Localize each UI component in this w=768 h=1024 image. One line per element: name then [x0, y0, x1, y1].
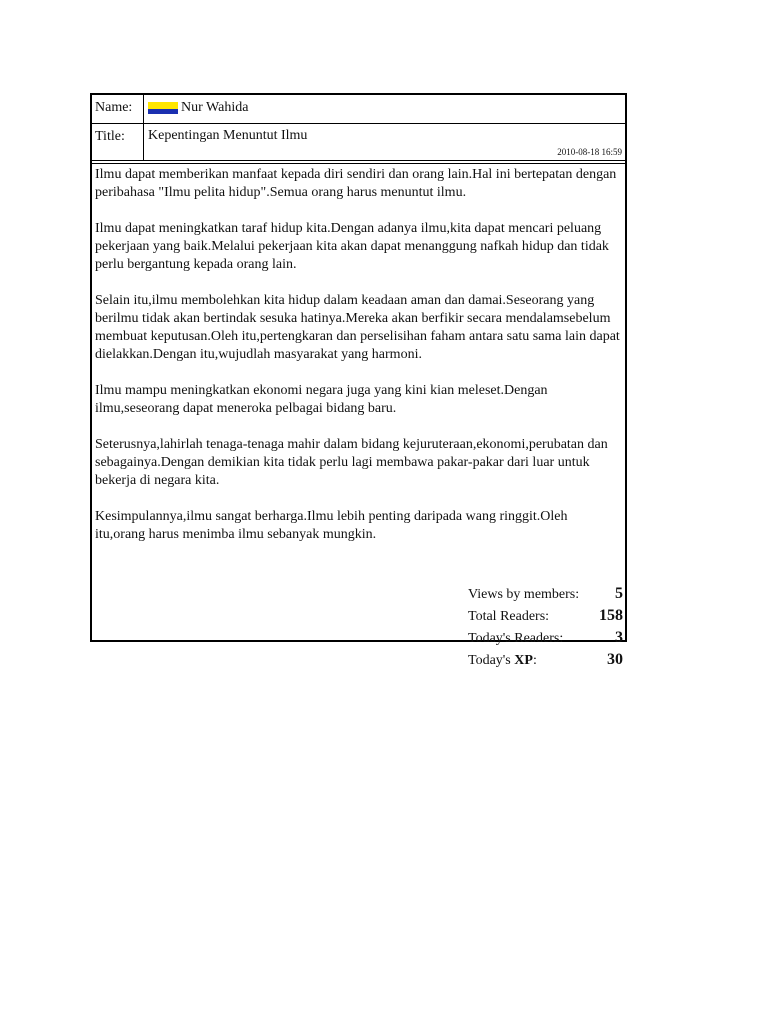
author-name[interactable]: Nur Wahida — [181, 100, 249, 115]
paragraph-2: Ilmu dapat meningkatkan taraf hidup kita.Dengan adanya ilmu,kita dapat mencari peluang pekerjaan yang baik.Melalui pekerjaan kita akan dapat menanggung nafkah hidup dan tidak perlu bergantung kepada orang lain. — [95, 221, 609, 272]
name-cell — [144, 95, 625, 123]
title-label: Title: — [92, 124, 144, 160]
stat-today — [468, 629, 623, 651]
stat-xp — [468, 651, 623, 673]
article-sheet — [90, 93, 627, 668]
article-body — [92, 163, 625, 668]
name-label: Name: — [92, 95, 144, 123]
name-row — [92, 95, 625, 124]
xp-value: 30 — [607, 651, 623, 668]
title-cell — [144, 124, 625, 160]
total-value: 158 — [599, 607, 623, 624]
flag-icon — [148, 102, 178, 118]
paragraph-3: Selain itu,ilmu membolehkan kita hidup dalam keadaan aman dan damai.Seseorang yang berilmu tidak akan bertindak sesuka hatinya.Mereka akan berfikir secara mendalamsebelum membuat keputusan.Oleh itu,pertengkaran dan perselisihan faham antara satu sama lain dapat dielakkan.Dengan itu,wujudlah masyarakat yang harmoni. — [95, 293, 620, 362]
today-value: 3 — [615, 629, 623, 646]
stat-views — [468, 585, 623, 607]
views-value: 5 — [615, 585, 623, 602]
xp-label: Today's XP: — [468, 653, 537, 668]
title-row — [92, 124, 625, 161]
total-label: Total Readers: — [468, 609, 550, 624]
paragraph-6: Kesimpulannya,ilmu sangat berharga.Ilmu lebih penting daripada wang ringgit.Oleh itu,orang harus menimba ilmu sebanyak mungkin. — [95, 509, 568, 542]
stat-total — [468, 607, 623, 629]
paragraph-4: Ilmu mampu meningkatkan ekonomi negara juga yang kini kian meleset.Dengan ilmu,seseorang dapat meneroka pelbagai bidang baru. — [95, 383, 548, 416]
reader-stats — [468, 585, 623, 673]
views-label: Views by members: — [468, 587, 580, 602]
paragraph-1: Ilmu dapat memberikan manfaat kepada diri sendiri dan orang lain.Hal ini bertepatan dengan peribahasa "Ilmu pelita hidup".Semua orang harus menuntut ilmu. — [95, 167, 617, 200]
post-timestamp: 2010-08-18 16:59 — [557, 147, 622, 157]
today-label: Today's Readers: — [468, 631, 564, 646]
paragraph-5: Seterusnya,lahirlah tenaga-tenaga mahir dalam bidang kejuruteraan,ekonomi,perubatan dan sebagainya.Dengan demikian kita tidak perlu lagi membawa pakar-pakar dari luar untuk bekerja di negara kita. — [95, 437, 608, 488]
article-title: Kepentingan Menuntut Ilmu — [148, 128, 308, 143]
